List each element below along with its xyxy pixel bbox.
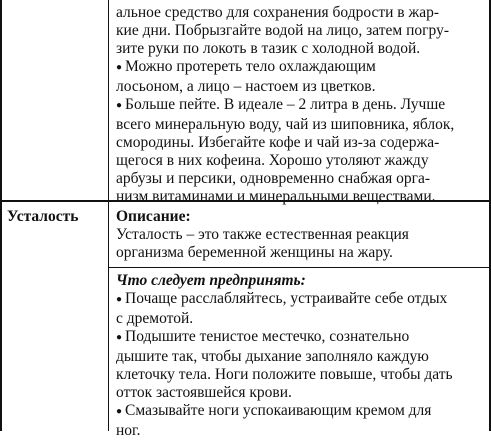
text-line: низм витаминами и минеральными веществами. [116,188,436,205]
text-line: всего минеральную воду, чай из шиповника, яблок, [116,116,455,133]
text-line: с дремотой. [116,310,194,327]
text-line: организма беременной женщины на жару. [116,244,393,261]
column-divider [108,0,109,431]
text-line: отток застоявшейся крови. [116,384,292,401]
text-line: ● Почаще расслабляйтесь, устраивайте себе отдых [116,290,482,310]
text-line: щегося в них кофеина. Хорошо утоляют жажду [116,152,429,169]
row1-bullet-paragraph [116,58,482,96]
text-line: дышите так, чтобы дыхание заполняло каждую [116,348,429,365]
row1-bullet-paragraph [116,96,482,206]
text-line: ног. [116,422,141,439]
row2-heading: Описание: [116,208,191,225]
row2-left-label: Усталость [7,208,79,225]
row3-bullet-paragraph [116,328,482,402]
text-line: ● Больше пейте. В идеале – 2 литра в день. Лучше [116,96,482,116]
text-line: ● Можно протереть тело охлаждающим [116,58,482,78]
row1-paragraph [116,4,482,58]
row3-heading: Что следует предпринять: [116,272,306,289]
row3-bullet-paragraph [116,290,482,328]
text-line: зите руки по локоть в тазик с холодной водой. [116,40,421,57]
text-line: клеточку тела. Ноги положите повыше, чтобы дать [116,366,453,383]
text-line: смородины. Избегайте кофе и чай из-за содержа- [116,134,440,151]
text-line: ● Подышите тенистое местечко, сознательно [116,328,482,348]
text-line: альное средство для сохранения бодрости в жар- [116,4,439,21]
row-divider-2 [109,267,491,268]
text-line: лосьоном, а лицо – настоем из цветков. [116,78,376,95]
row2-content-cell [116,208,482,262]
row3-content-cell [116,272,482,440]
row2-left-cell [7,208,107,226]
text-line: Усталость – это также естественная реакция [116,226,409,243]
table-border-left [0,0,2,431]
text-line: арбузы и персики, одновременно снабжая орга- [116,170,431,187]
text-line: кие дни. Побрызгайте водой на лицо, затем погру- [116,22,449,39]
row3-bullet-paragraph [116,402,482,440]
row1-content-cell [116,4,482,206]
text-line: ● Смазывайте ноги успокаивающим кремом для [116,402,482,422]
